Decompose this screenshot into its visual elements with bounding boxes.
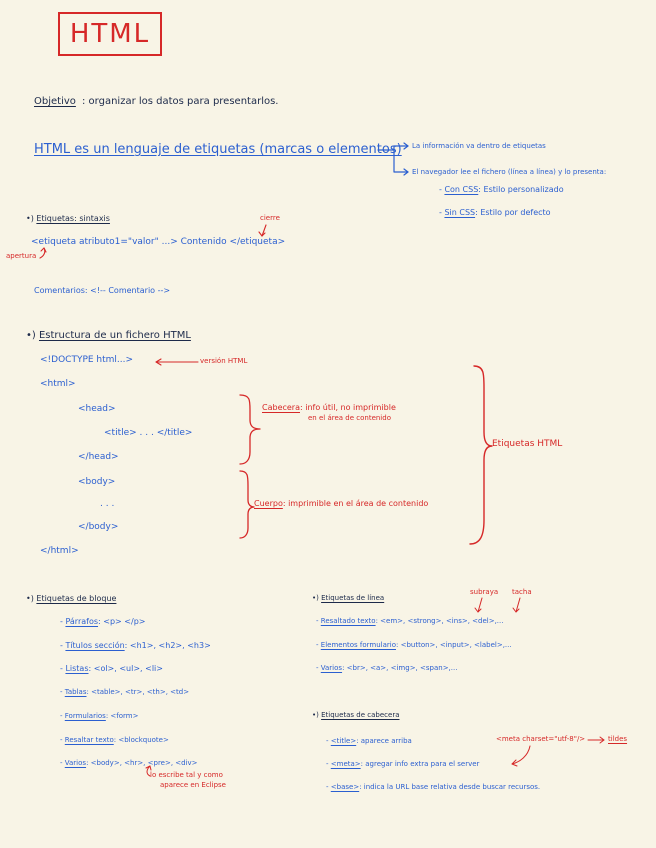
intro-heading: HTML es un lenguaje de etiquetas (marcas o elementos) xyxy=(34,142,402,157)
intro-branch-arrow xyxy=(378,143,408,175)
page-title: HTML xyxy=(69,19,151,49)
list-item: - Párrafos: <p> </p> xyxy=(60,617,146,626)
subraya-arrow xyxy=(475,598,482,612)
tildes-note: tildes xyxy=(608,735,628,743)
list-item: - <meta>: agregar info extra para el server xyxy=(326,760,480,768)
eclipse-note-1: lo escribe tal y como xyxy=(150,771,223,779)
body-close-line: </body> xyxy=(78,522,119,532)
head-open-line: <head> xyxy=(78,404,116,414)
list-item: - Elementos formulario: <button>, <input>, <label>,... xyxy=(316,641,512,649)
html-open-line: <html> xyxy=(40,379,76,389)
sintaxis-heading: Etiquetas: sintaxis xyxy=(36,214,110,223)
comentarios-line: Comentarios: <!-- Comentario --> xyxy=(34,286,171,295)
intro-info-etiquetas: La información va dentro de etiquetas xyxy=(412,142,546,150)
tacha-arrow xyxy=(513,598,520,612)
apertura-label: apertura xyxy=(6,252,37,260)
doctype-line: <!DOCTYPE html...> xyxy=(40,355,134,365)
apertura-arrow xyxy=(40,248,46,258)
body-dots-line: . . . xyxy=(100,499,115,509)
cuerpo-text: : imprimible en el área de contenido xyxy=(282,499,429,508)
list-item: - Resaltar texto: <blockquote> xyxy=(60,736,169,744)
eclipse-note-2: aparece en Eclipse xyxy=(160,781,226,789)
estructura-heading: Estructura de un fichero HTML xyxy=(38,330,191,341)
html-brace xyxy=(470,366,492,544)
cabecera-heading: Etiquetas de cabecera xyxy=(321,711,400,719)
version-arrow xyxy=(156,359,198,365)
title-line: <title> . . . </title> xyxy=(104,428,193,438)
list-item: - Tablas: <table>, <tr>, <th>, <td> xyxy=(60,688,190,696)
head-close-line: </head> xyxy=(78,452,119,462)
con-css-label: Con CSS xyxy=(444,185,479,194)
cabecera-label: Cabecera xyxy=(262,403,300,412)
linea-heading: Etiquetas de línea xyxy=(321,594,385,602)
version-html-label: versión HTML xyxy=(200,357,248,365)
tildes-arrow xyxy=(588,737,604,743)
con-css-text: : Estilo personalizado xyxy=(478,185,564,194)
meta-charset-note: <meta charset="utf-8"/> xyxy=(496,735,586,743)
intro-navegador: El navegador lee el fichero (línea a línea) y lo presenta: xyxy=(412,168,607,176)
notes-page: HTML Objetivo : organizar los datos para presentarlos. HTML es un lenguaje de etiquetas (marcas o elementos) La información va dentro de etiquetas El navegador lee el fichero (línea a línea) y lo presenta: - Con CSS: Estilo personalizado - Sin CSS: Estilo por defecto •) Etiquetas: sintaxis cierre <etiqueta atributo1="valor" ...> Contenido </etiqueta> apertura Comentarios: <!-- Comentario --> •) Estructura de un fichero HTML <!DOCTYPE html...> versión HTML <html> <head> <title> . . . </title> </head> <body> . . . </body> </html> Cabecera: info útil, no imprimible en el área de contenido Cuerpo: imprimible en el área de contenido Etiquetas HTML •) Etiquetas de bloque - Párrafos: <p> </p> - Títulos sección: <h1>, <h2>, <h3> - Listas: <ol>, <ul>, <li> - Tablas: <table>, <tr>, <th>, <td> - Formularios: <form> - Resaltar texto: <blockquote> - Varios: <body>, <hr>, <pre>, <div> lo escribe tal y como aparece en Eclipse •) Etiquetas de línea subraya tacha - Resaltado texto: <em>, <strong>, <ins>, <del>,... - Elementos formulario: <button>, <input>, <label>,... - Varios: <br>, <a>, <img>, <span>,... •) Etiquetas de cabecera <meta charset="utf-8"/> tildes - <title>: aparece arriba - <meta>: agregar info extra para el server - <base>: indica la URL base relativa desde buscar recursos. xyxy=(0,0,656,848)
cierre-label: cierre xyxy=(260,214,280,222)
subraya-label: subraya xyxy=(470,588,499,596)
tacha-label: tacha xyxy=(512,588,532,596)
objetivo-text: : organizar los datos para presentarlos. xyxy=(82,96,279,107)
cabecera-text: : info útil, no imprimible xyxy=(300,403,396,412)
body-brace xyxy=(240,471,254,538)
sin-css-text: : Estilo por defecto xyxy=(475,208,551,217)
html-close-line: </html> xyxy=(40,546,79,556)
list-item: - Resaltado texto: <em>, <strong>, <ins>, <del>,... xyxy=(316,617,504,625)
bloque-heading: Etiquetas de bloque xyxy=(36,594,117,603)
list-item: - <base>: indica la URL base relativa desde buscar recursos. xyxy=(326,783,541,791)
list-item: - Formularios: <form> xyxy=(60,712,139,720)
meta-arrow xyxy=(512,746,530,766)
cierre-arrow xyxy=(259,225,266,236)
head-brace xyxy=(240,395,260,464)
body-open-line: <body> xyxy=(78,477,116,487)
objetivo-label: Objetivo xyxy=(34,96,76,107)
list-item: - Listas: <ol>, <ul>, <li> xyxy=(60,664,163,673)
cabecera-text-2: en el área de contenido xyxy=(308,414,391,422)
sintaxis-code: <etiqueta atributo1="valor" ...> Contenido </etiqueta> xyxy=(31,237,286,247)
list-item: - <title>: aparece arriba xyxy=(326,737,412,745)
eclipse-note-arrow xyxy=(146,766,151,776)
sin-css-label: Sin CSS xyxy=(444,208,476,217)
cuerpo-label: Cuerpo xyxy=(254,499,283,508)
list-item: - Varios: <body>, <hr>, <pre>, <div> xyxy=(60,759,198,767)
list-item: - Títulos sección: <h1>, <h2>, <h3> xyxy=(60,641,211,650)
etiquetas-html-label: Etiquetas HTML xyxy=(492,439,563,449)
list-item: - Varios: <br>, <a>, <img>, <span>,... xyxy=(316,664,458,672)
